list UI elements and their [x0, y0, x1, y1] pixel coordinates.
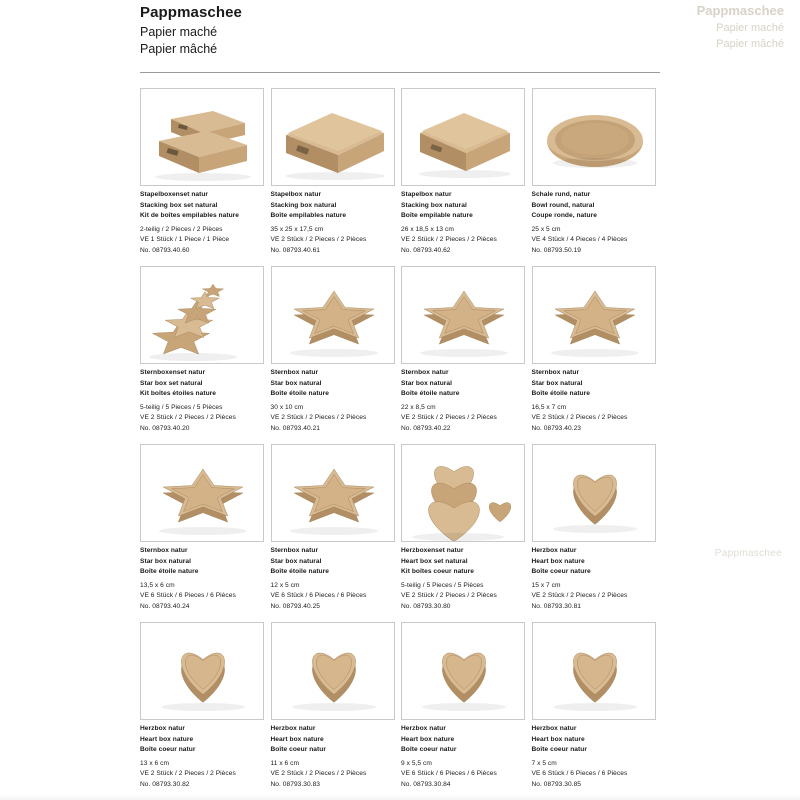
- product-image-star-box: [532, 266, 656, 364]
- product-name-de: Stapelboxenset natur: [140, 191, 209, 198]
- product-number: No. 08793.30.82: [140, 780, 190, 788]
- product-pack: VE 2 Stück / 2 Pieces / 2 Pièces: [401, 592, 497, 600]
- product-image-round-bowl: [532, 88, 656, 186]
- product-name-fr: Boîte étoile nature: [401, 390, 460, 398]
- product-pack: VE 6 Stück / 6 Pieces / 6 Pièces: [401, 770, 497, 778]
- product-caption: [532, 368, 658, 435]
- product-size: 25 x 5 cm: [531, 225, 561, 233]
- product-caption: [532, 190, 658, 257]
- product-caption: [532, 546, 658, 613]
- product-size: 30 x 10 cm: [270, 403, 304, 411]
- product-caption: [401, 368, 527, 435]
- product-name-en: Stacking box set natural: [140, 201, 218, 209]
- product-image-heart-box: [401, 622, 525, 720]
- product-image-stacking-box-set: [140, 88, 264, 186]
- product-name-fr: Boîte coeur natur: [140, 746, 196, 754]
- product-size: 13,5 x 6 cm: [140, 581, 175, 589]
- product-size: 26 x 18,5 x 13 cm: [401, 225, 454, 233]
- product-name-de: Stapelbox natur: [270, 191, 322, 198]
- product-cell: [271, 266, 402, 444]
- page-edge-shadow: [0, 794, 800, 800]
- product-name-en: Star box set natural: [140, 379, 203, 387]
- product-caption: [401, 546, 527, 613]
- product-name-de: Herzbox natur: [401, 725, 446, 732]
- product-size: 35 x 25 x 17,5 cm: [270, 225, 324, 233]
- product-caption: [140, 368, 266, 435]
- product-name-en: Heart box nature: [401, 735, 455, 743]
- product-cell: [401, 88, 532, 266]
- product-name-de: Sternboxenset natur: [140, 369, 206, 376]
- product-name-de: Herzbox natur: [531, 725, 577, 732]
- product-grid: [140, 88, 662, 800]
- product-name-fr: Kit boîtes étoiles nature: [140, 390, 216, 398]
- product-name-en: Heart box set natural: [401, 557, 468, 565]
- product-pack: VE 2 Stück / 2 Pieces / 2 Pièces: [270, 414, 367, 422]
- product-pack: VE 4 Stück / 4 Pieces / 4 Pièces: [531, 236, 628, 244]
- product-size: 13 x 6 cm: [140, 759, 170, 767]
- product-cell: [401, 266, 532, 444]
- product-number: No. 08793.30.83: [270, 780, 321, 788]
- product-name-de: Herzbox natur: [140, 725, 185, 732]
- product-name-fr: Boîte étoile nature: [140, 568, 199, 576]
- product-name-en: Star box natural: [401, 379, 452, 387]
- product-caption: [271, 546, 397, 613]
- product-name-de: Sternbox natur: [140, 547, 188, 554]
- product-cell: [401, 622, 532, 800]
- product-pack: VE 2 Stück / 2 Pieces / 2 Pièces: [401, 236, 497, 244]
- ghost-mid-text: Pappmaschee: [714, 548, 782, 559]
- product-name-en: Star box natural: [270, 379, 322, 387]
- product-cell: [271, 444, 402, 622]
- product-size: 2-teilig / 2 Pieces / 2 Pièces: [140, 225, 223, 233]
- product-name-fr: Boîte étoile nature: [270, 568, 329, 576]
- product-number: No. 08793.40.21: [270, 424, 321, 432]
- product-name-de: Sternbox natur: [531, 369, 580, 376]
- product-caption: [401, 190, 527, 257]
- product-pack: VE 6 Stück / 6 Pieces / 6 Pièces: [531, 770, 628, 778]
- product-size: 5-teilig / 5 Pieces / 5 Pièces: [140, 403, 223, 411]
- product-name-en: Stacking box natural: [401, 201, 467, 209]
- product-pack: VE 6 Stück / 6 Pieces / 6 Pièces: [270, 592, 367, 600]
- product-pack: VE 2 Stück / 2 Pieces / 2 Pièces: [401, 414, 497, 422]
- product-name-fr: Boîte coeur natur: [270, 746, 326, 754]
- product-name-fr: Boîte coeur natur: [531, 746, 587, 754]
- product-image-star-box: [271, 444, 395, 542]
- product-pack: VE 2 Stück / 2 Pieces / 2 Pièces: [531, 414, 628, 422]
- product-caption: [140, 724, 266, 791]
- product-name-en: Heart box nature: [531, 735, 585, 743]
- product-caption: [140, 546, 266, 613]
- product-name-fr: Boîte étoile nature: [531, 390, 590, 398]
- product-name-en: Heart box nature: [140, 735, 194, 743]
- page-subtitle-en: Papier maché: [140, 24, 218, 39]
- product-number: No. 08793.40.24: [140, 602, 190, 610]
- product-name-de: Sternbox natur: [270, 547, 319, 554]
- product-name-fr: Boîte étoile nature: [270, 390, 329, 398]
- product-number: No. 08793.50.19: [531, 246, 582, 254]
- ghost-subtitle-en: Papier maché: [716, 21, 784, 34]
- product-image-heart-box: [271, 622, 395, 720]
- product-name-en: Stacking box natural: [270, 201, 337, 209]
- product-number: No. 08793.30.85: [531, 780, 582, 788]
- product-number: No. 08793.30.80: [401, 602, 451, 610]
- product-name-fr: Boîte empilable nature: [401, 212, 473, 220]
- product-cell: [532, 88, 663, 266]
- product-number: No. 08793.30.84: [401, 780, 451, 788]
- product-pack: VE 2 Stück / 2 Pieces / 2 Pièces: [140, 770, 236, 778]
- product-image-heart-box: [532, 622, 656, 720]
- product-caption: [271, 724, 397, 791]
- header-divider: [140, 72, 660, 73]
- product-cell: [271, 622, 402, 800]
- product-name-de: Schale rund, natur: [531, 191, 591, 198]
- product-name-de: Herzbox natur: [531, 547, 577, 554]
- product-number: No. 08793.40.62: [401, 246, 451, 254]
- product-cell: [401, 444, 532, 622]
- product-caption: [271, 368, 397, 435]
- product-name-en: Star box natural: [270, 557, 322, 565]
- product-caption: [271, 190, 397, 257]
- product-size: 15 x 7 cm: [531, 581, 561, 589]
- product-cell: [532, 444, 663, 622]
- page-header: [140, 4, 660, 58]
- product-image-stacking-box-small: [401, 88, 525, 186]
- product-pack: VE 6 Stück / 6 Pieces / 6 Pièces: [140, 592, 236, 600]
- product-number: No. 08793.40.25: [270, 602, 321, 610]
- product-caption: [401, 724, 527, 791]
- product-cell: [532, 266, 663, 444]
- product-pack: VE 2 Stück / 2 Pieces / 2 Pièces: [531, 592, 628, 600]
- product-size: 5-teilig / 5 Pieces / 5 Pièces: [401, 581, 484, 589]
- product-name-fr: Coupe ronde, nature: [531, 212, 597, 220]
- product-cell: [271, 88, 402, 266]
- product-image-stacking-box-large: [271, 88, 395, 186]
- product-image-star-box: [271, 266, 395, 364]
- product-size: 12 x 5 cm: [270, 581, 300, 589]
- product-image-heart-box-set: [401, 444, 525, 542]
- product-number: No. 08793.30.81: [531, 602, 582, 610]
- product-name-fr: Kit boîtes coeur nature: [401, 568, 474, 576]
- product-number: No. 08793.40.22: [401, 424, 451, 432]
- ghost-subtitle-fr: Papier mâché: [716, 37, 784, 50]
- product-cell: [140, 266, 271, 444]
- product-image-star-box: [140, 444, 264, 542]
- product-cell: [140, 444, 271, 622]
- product-name-en: Bowl round, natural: [531, 201, 595, 209]
- product-pack: VE 2 Stück / 2 Pieces / 2 Pièces: [270, 236, 367, 244]
- product-size: 9 x 5,5 cm: [401, 759, 432, 767]
- page-title: Pappmaschee: [140, 4, 242, 21]
- product-number: No. 08793.40.60: [140, 246, 190, 254]
- product-number: No. 08793.40.20: [140, 424, 190, 432]
- product-image-heart-box: [532, 444, 656, 542]
- product-cell: [140, 88, 271, 266]
- product-name-en: Star box natural: [531, 379, 583, 387]
- reverse-side-ghost-text: [697, 2, 784, 53]
- product-name-fr: Boîte coeur nature: [531, 568, 591, 576]
- product-number: No. 08793.40.61: [270, 246, 321, 254]
- product-image-star-box-set: [140, 266, 264, 364]
- product-pack: VE 2 Stück / 2 Pieces / 2 Pièces: [270, 770, 367, 778]
- product-name-de: Sternbox natur: [401, 369, 449, 376]
- product-name-de: Herzboxenset natur: [401, 547, 464, 554]
- product-name-en: Star box natural: [140, 557, 191, 565]
- product-caption: [140, 190, 266, 257]
- product-name-fr: Boîte coeur natur: [401, 746, 457, 754]
- product-image-star-box: [401, 266, 525, 364]
- product-name-de: Stapelbox natur: [401, 191, 452, 198]
- page-subtitle-fr: Papier mâché: [140, 41, 218, 56]
- product-image-heart-box: [140, 622, 264, 720]
- product-caption: [532, 724, 658, 791]
- product-name-fr: Kit de boîtes empilables nature: [140, 212, 240, 220]
- product-name-fr: Boîte empilables nature: [270, 212, 347, 220]
- product-size: 22 x 8,5 cm: [401, 403, 436, 411]
- product-cell: [532, 622, 663, 800]
- product-cell: [140, 622, 271, 800]
- product-size: 7 x 5 cm: [531, 759, 557, 767]
- product-name-en: Heart box nature: [270, 735, 324, 743]
- product-number: No. 08793.40.23: [531, 424, 582, 432]
- product-size: 16,5 x 7 cm: [531, 403, 567, 411]
- product-size: 11 x 6 cm: [270, 759, 300, 767]
- product-pack: VE 1 Stück / 1 Piece / 1 Pièce: [140, 236, 230, 244]
- product-name-de: Sternbox natur: [270, 369, 319, 376]
- product-name-de: Herzbox natur: [270, 725, 316, 732]
- product-name-en: Heart box nature: [531, 557, 585, 565]
- product-pack: VE 2 Stück / 2 Pieces / 2 Pièces: [140, 414, 236, 422]
- ghost-title: Pappmaschee: [696, 3, 784, 18]
